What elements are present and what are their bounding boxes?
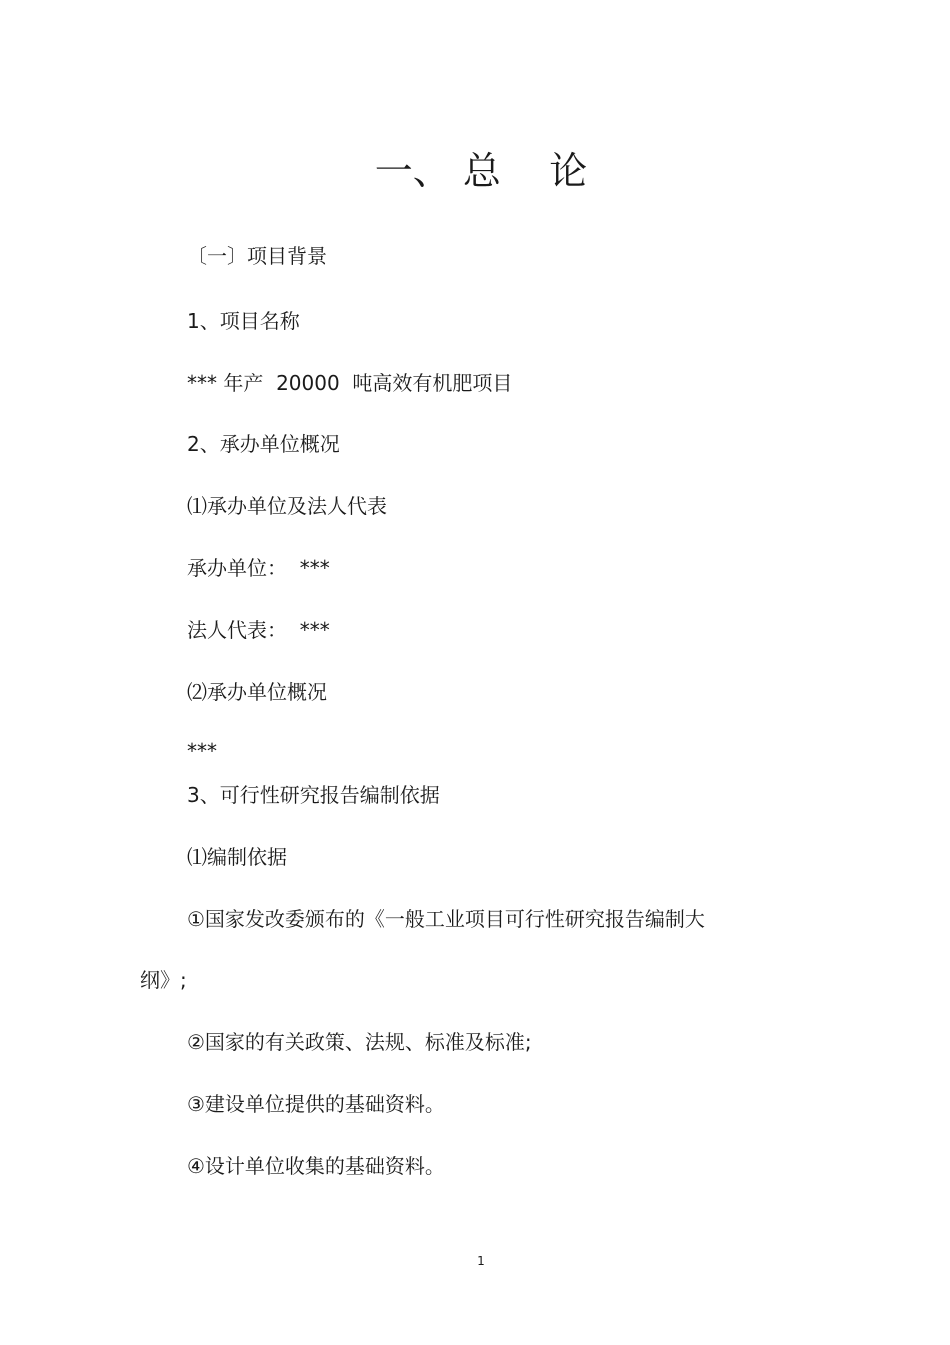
sub-item-heading: ⑵承办单位概况	[187, 680, 327, 704]
page-number: 1	[477, 1254, 485, 1268]
paragraph: 承办单位： ***	[187, 556, 330, 580]
list-item: ④设计单位收集的基础资料。	[187, 1154, 445, 1178]
page-title: 一、 总 论	[374, 149, 588, 193]
list-item-continuation: 纲》;	[140, 968, 187, 992]
section-heading: 〔一〕项目背景	[187, 244, 327, 268]
list-item: ①国家发改委颁布的《一般工业项目可行性研究报告编制大	[187, 907, 705, 931]
list-item: ③建设单位提供的基础资料。	[187, 1092, 445, 1116]
subsection-heading: 3、可行性研究报告编制依据	[187, 783, 440, 807]
list-item: ②国家的有关政策、法规、标准及标准;	[187, 1030, 532, 1054]
paragraph: 法人代表： ***	[187, 618, 330, 642]
sub-item-heading: ⑴承办单位及法人代表	[187, 494, 387, 518]
paragraph: *** 年产 20000 吨高效有机肥项目	[187, 371, 513, 395]
sub-item-heading: ⑴编制依据	[187, 845, 287, 869]
subsection-heading: 2、承办单位概况	[187, 432, 340, 456]
paragraph: ***	[187, 739, 217, 763]
subsection-heading: 1、项目名称	[187, 309, 300, 333]
